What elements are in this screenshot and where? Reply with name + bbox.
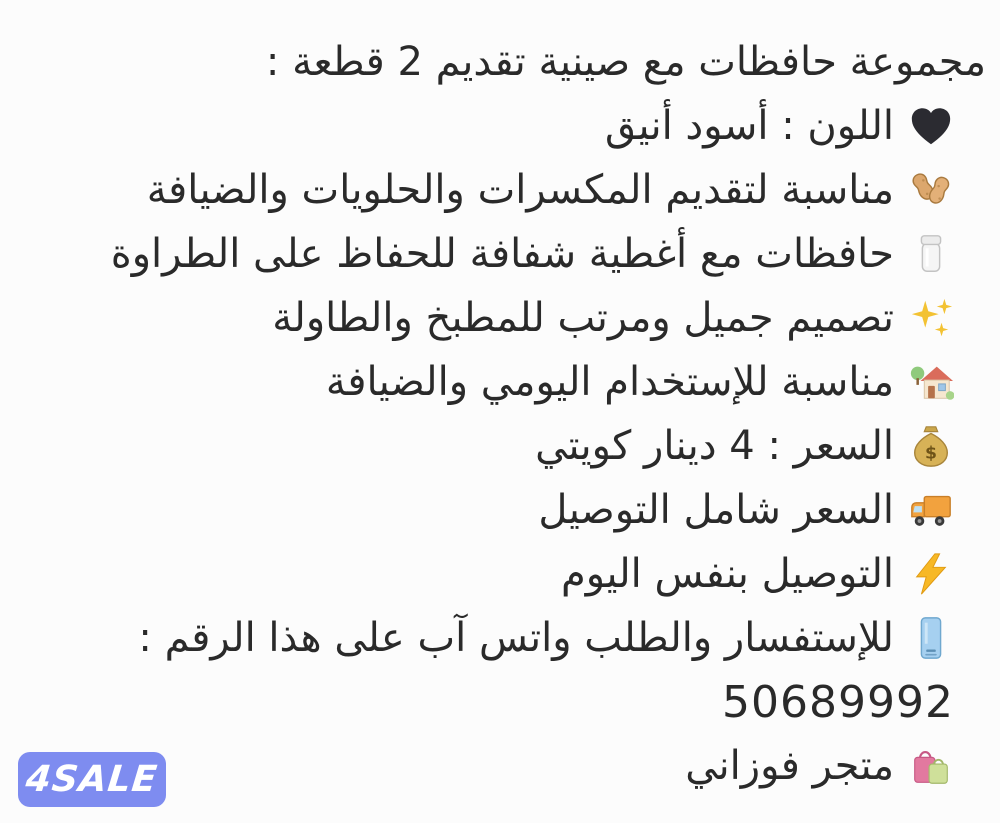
feature-text: حافظات مع أغطية شفافة للحفاظ على الطراوة	[110, 231, 894, 277]
black-heart-icon	[908, 103, 954, 149]
feature-lids	[16, 222, 954, 286]
listing-description	[0, 30, 1000, 798]
delivery-truck-icon	[908, 487, 954, 533]
money-bag-icon	[908, 423, 954, 469]
feature-text: للإستفسار والطلب واتس آب على هذا الرقم :	[138, 615, 894, 661]
feature-contact	[16, 606, 954, 670]
jar-icon	[908, 231, 954, 277]
feature-text: مناسبة للإستخدام اليومي والضيافة	[325, 359, 894, 405]
feature-delivery-included	[16, 478, 954, 542]
feature-serving	[16, 158, 954, 222]
feature-usage	[16, 350, 954, 414]
mobile-phone-icon	[908, 615, 954, 661]
sparkles-icon	[908, 295, 954, 341]
feature-color	[16, 94, 954, 158]
listing-title: مجموعة حافظات مع صينية تقديم 2 قطعة :	[265, 39, 986, 85]
peanuts-icon	[908, 167, 954, 213]
house-with-garden-icon	[908, 359, 954, 405]
feature-text: مناسبة لتقديم المكسرات والحلويات والضيافة	[146, 167, 894, 213]
4sale-logo	[18, 752, 166, 807]
feature-same-day-delivery	[16, 542, 954, 606]
feature-price	[16, 414, 954, 478]
feature-text: تصميم جميل ومرتب للمطبخ والطاولة	[272, 295, 894, 341]
title-line	[16, 30, 986, 94]
feature-text: التوصيل بنفس اليوم	[560, 551, 894, 597]
feature-text: السعر شامل التوصيل	[538, 487, 894, 533]
feature-text: السعر : 4 دينار كويتي	[535, 423, 894, 469]
svg-text:$: $	[924, 443, 938, 464]
feature-text: اللون : أسود أنيق	[605, 103, 894, 149]
store-name: متجر فوزاني	[685, 743, 894, 789]
feature-design	[16, 286, 954, 350]
phone-number: 50689992	[722, 676, 954, 728]
phone-number-line	[16, 670, 954, 734]
shopping-bags-icon	[908, 743, 954, 789]
4sale-logo-label: 4SALE	[24, 759, 160, 800]
high-voltage-icon	[908, 551, 954, 597]
